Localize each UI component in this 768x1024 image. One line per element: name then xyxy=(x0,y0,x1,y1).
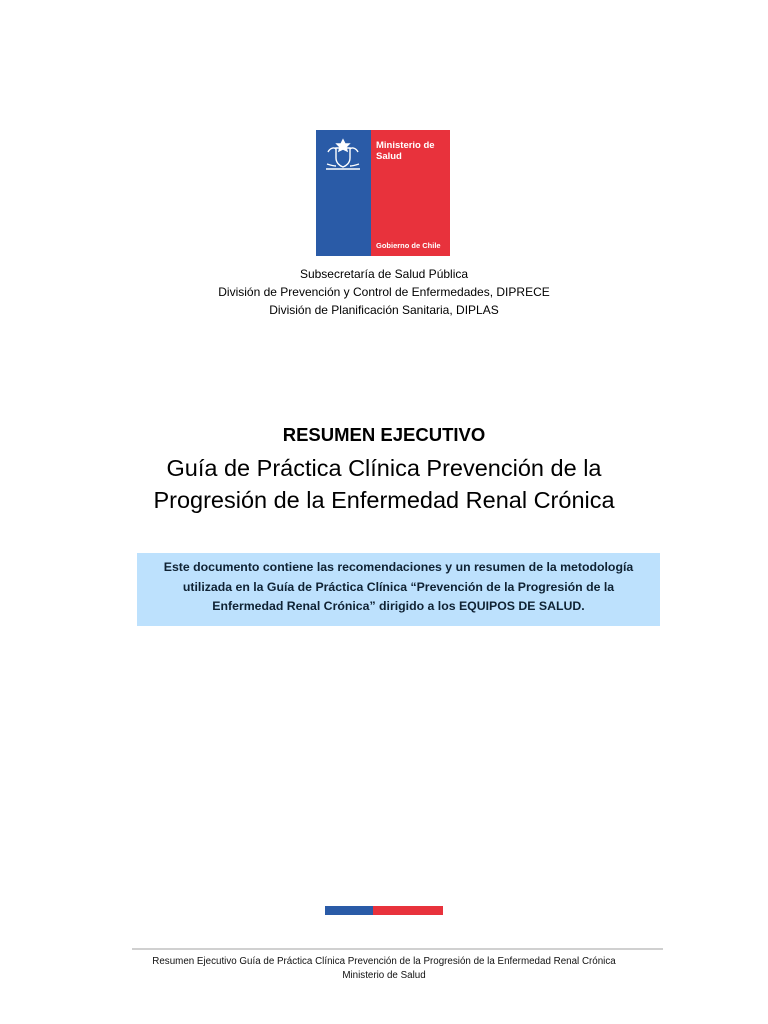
division-line: División de Prevención y Control de Enfermedades, DIPRECE xyxy=(218,285,550,299)
logo-blue-panel xyxy=(316,130,371,256)
document-kicker: RESUMEN EJECUTIVO xyxy=(282,424,486,445)
division-line: Subsecretaría de Salud Pública xyxy=(299,267,469,281)
coat-of-arms-icon xyxy=(322,136,364,172)
ministry-logo xyxy=(316,130,450,256)
footer-line: Ministerio de Salud xyxy=(342,970,426,981)
logo-government-label: Gobierno de Chile xyxy=(376,241,441,250)
footer-line: Resumen Ejecutivo Guía de Práctica Clínica Prevención de la Progresión de la Enfermedad Renal Crónica xyxy=(152,956,616,967)
logo-red-panel xyxy=(371,130,450,256)
logo-ministry-name xyxy=(376,140,451,162)
notice-line: Enfermedad Renal Crónica” dirigido a los EQUIPOS DE SALUD. xyxy=(212,599,585,613)
footer-divider xyxy=(132,948,663,950)
notice-line: Este documento contiene las recomendaciones y un resumen de la metodología xyxy=(163,560,634,574)
title-line: Guía de Práctica Clínica Prevención de la xyxy=(166,455,602,481)
flag-bar-red xyxy=(373,906,443,915)
notice-box xyxy=(137,553,660,626)
issuing-divisions xyxy=(0,265,768,319)
logo-name-line1: Ministerio de xyxy=(376,140,435,151)
logo-name-line2: Salud xyxy=(376,151,402,162)
page-footer xyxy=(0,955,768,983)
flag-bar-blue xyxy=(325,906,373,915)
title-line: Progresión de la Enfermedad Renal Crónica xyxy=(153,487,615,513)
division-line: División de Planificación Sanitaria, DIPLAS xyxy=(269,303,499,317)
notice-line: utilizada en la Guía de Práctica Clínica “Prevención de la Progresión de la xyxy=(182,579,615,594)
document-title xyxy=(0,452,768,516)
